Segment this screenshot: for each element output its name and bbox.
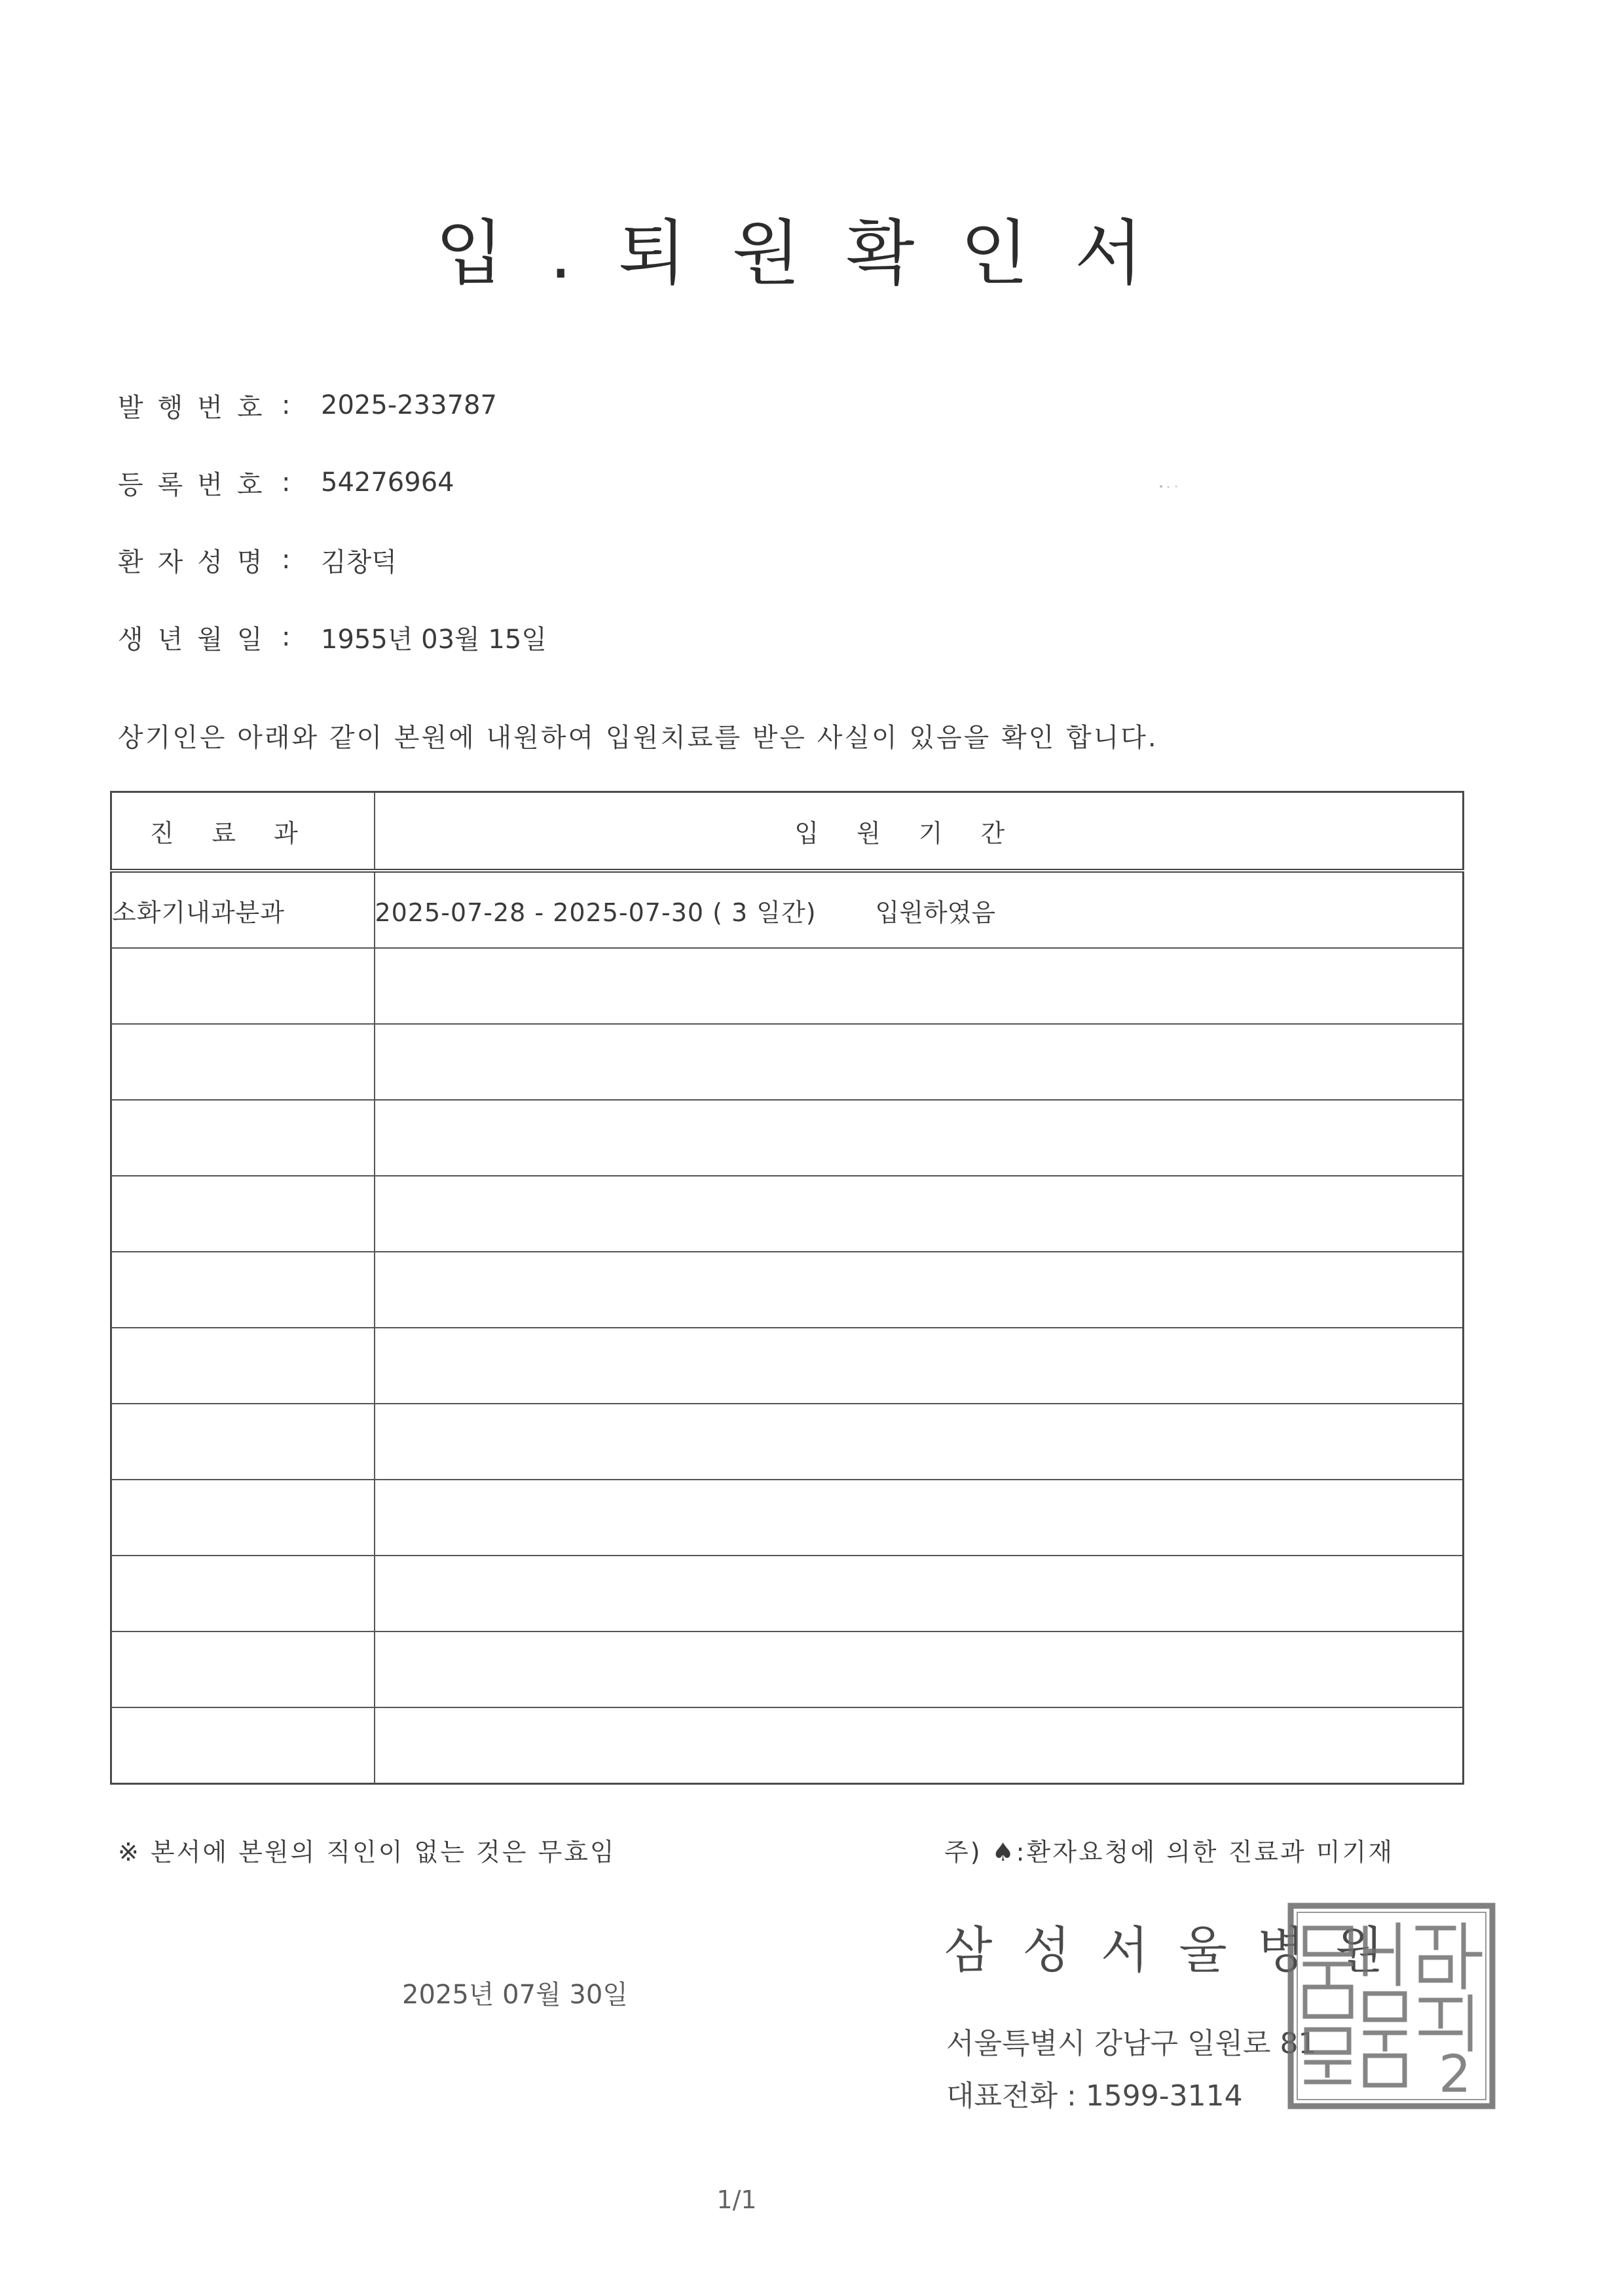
info-colon: :	[282, 545, 291, 575]
table-row	[111, 1252, 1464, 1328]
hospital-phone: 대표전화 : 1599-3114	[946, 2079, 1243, 2113]
birth-date-value: 1955년 03월 15일	[321, 624, 547, 655]
document-title: 입.퇴원확인서	[435, 213, 1189, 295]
confirmation-statement: 상기인은 아래와 같이 본원에 내원하여 입원치료를 받은 사실이 있음을 확인 합니다.	[118, 723, 1158, 753]
table-row	[111, 1480, 1464, 1556]
department-cell	[111, 1404, 375, 1480]
table-row	[111, 871, 1464, 948]
patient-name-value: 김창덕	[321, 547, 397, 577]
department-cell	[111, 1328, 375, 1404]
period-cell	[375, 1631, 1464, 1707]
table-row	[111, 1707, 1464, 1784]
department-cell	[111, 1707, 375, 1784]
validity-note: ※ 본서에 본원의 직인이 없는 것은 무효임	[118, 1838, 616, 1867]
period-cell	[375, 1556, 1464, 1631]
hospital-address: 서울특별시 강남구 일원로 81	[946, 2027, 1317, 2060]
info-label: 발행번호	[118, 392, 277, 423]
table-row	[111, 1631, 1464, 1707]
info-colon: :	[282, 467, 291, 498]
period-cell	[375, 1404, 1464, 1480]
table-row	[111, 1404, 1464, 1480]
period-cell	[375, 1100, 1464, 1176]
scan-speck	[1159, 484, 1179, 488]
period-cell	[375, 1024, 1464, 1100]
department-cell	[111, 1100, 375, 1176]
info-label: 등록번호	[118, 469, 277, 500]
period-cell	[375, 1707, 1464, 1784]
department-cell	[111, 1556, 375, 1631]
info-row-patient-name	[118, 521, 547, 598]
period-dates: 2025-07-28 - 2025-07-30 ( 3 일간)	[375, 898, 817, 927]
info-label: 환자성명	[118, 547, 277, 577]
admission-status: 입원하였음	[875, 898, 996, 927]
period-cell	[375, 948, 1464, 1024]
official-seal-icon	[1287, 1902, 1496, 2110]
info-row-issue-number	[118, 367, 547, 444]
period-cell	[375, 1176, 1464, 1252]
info-row-birth-date	[118, 598, 547, 676]
registration-number-value: 54276964	[321, 467, 454, 498]
table-row	[111, 1024, 1464, 1100]
table-header-row	[111, 792, 1464, 871]
table-row	[111, 1100, 1464, 1176]
info-colon: :	[282, 390, 291, 420]
info-colon: :	[282, 622, 291, 652]
period-cell	[375, 1252, 1464, 1328]
department-cell	[111, 1631, 375, 1707]
info-row-registration-number	[118, 444, 547, 521]
table-row	[111, 1176, 1464, 1252]
table-row	[111, 1556, 1464, 1631]
issue-number-value: 2025-233787	[321, 390, 497, 420]
table-row	[111, 948, 1464, 1024]
page-number: 1/1	[716, 2185, 757, 2214]
period-cell	[375, 1328, 1464, 1404]
hospital-name: 삼성서울병원	[944, 1921, 1414, 1979]
period-cell	[375, 871, 1464, 948]
header-department: 진료과	[111, 792, 375, 871]
table-row	[111, 1328, 1464, 1404]
department-cell	[111, 948, 375, 1024]
issue-date: 2025년 07월 30일	[402, 1980, 628, 2010]
header-admission-period: 입원기간	[375, 792, 1464, 871]
department-omission-note: 주) ♠:환자요청에 의한 진료과 미기재	[944, 1838, 1394, 1867]
department-cell	[111, 1176, 375, 1252]
period-cell	[375, 1480, 1464, 1556]
department-cell	[111, 1024, 375, 1100]
svg-text:2: 2	[1439, 2045, 1471, 2104]
department-cell	[111, 1252, 375, 1328]
patient-info	[118, 367, 547, 676]
department-cell: 소화기내과분과	[111, 871, 375, 948]
admission-table	[110, 791, 1464, 1785]
info-label: 생년월일	[118, 624, 277, 655]
department-cell	[111, 1480, 375, 1556]
